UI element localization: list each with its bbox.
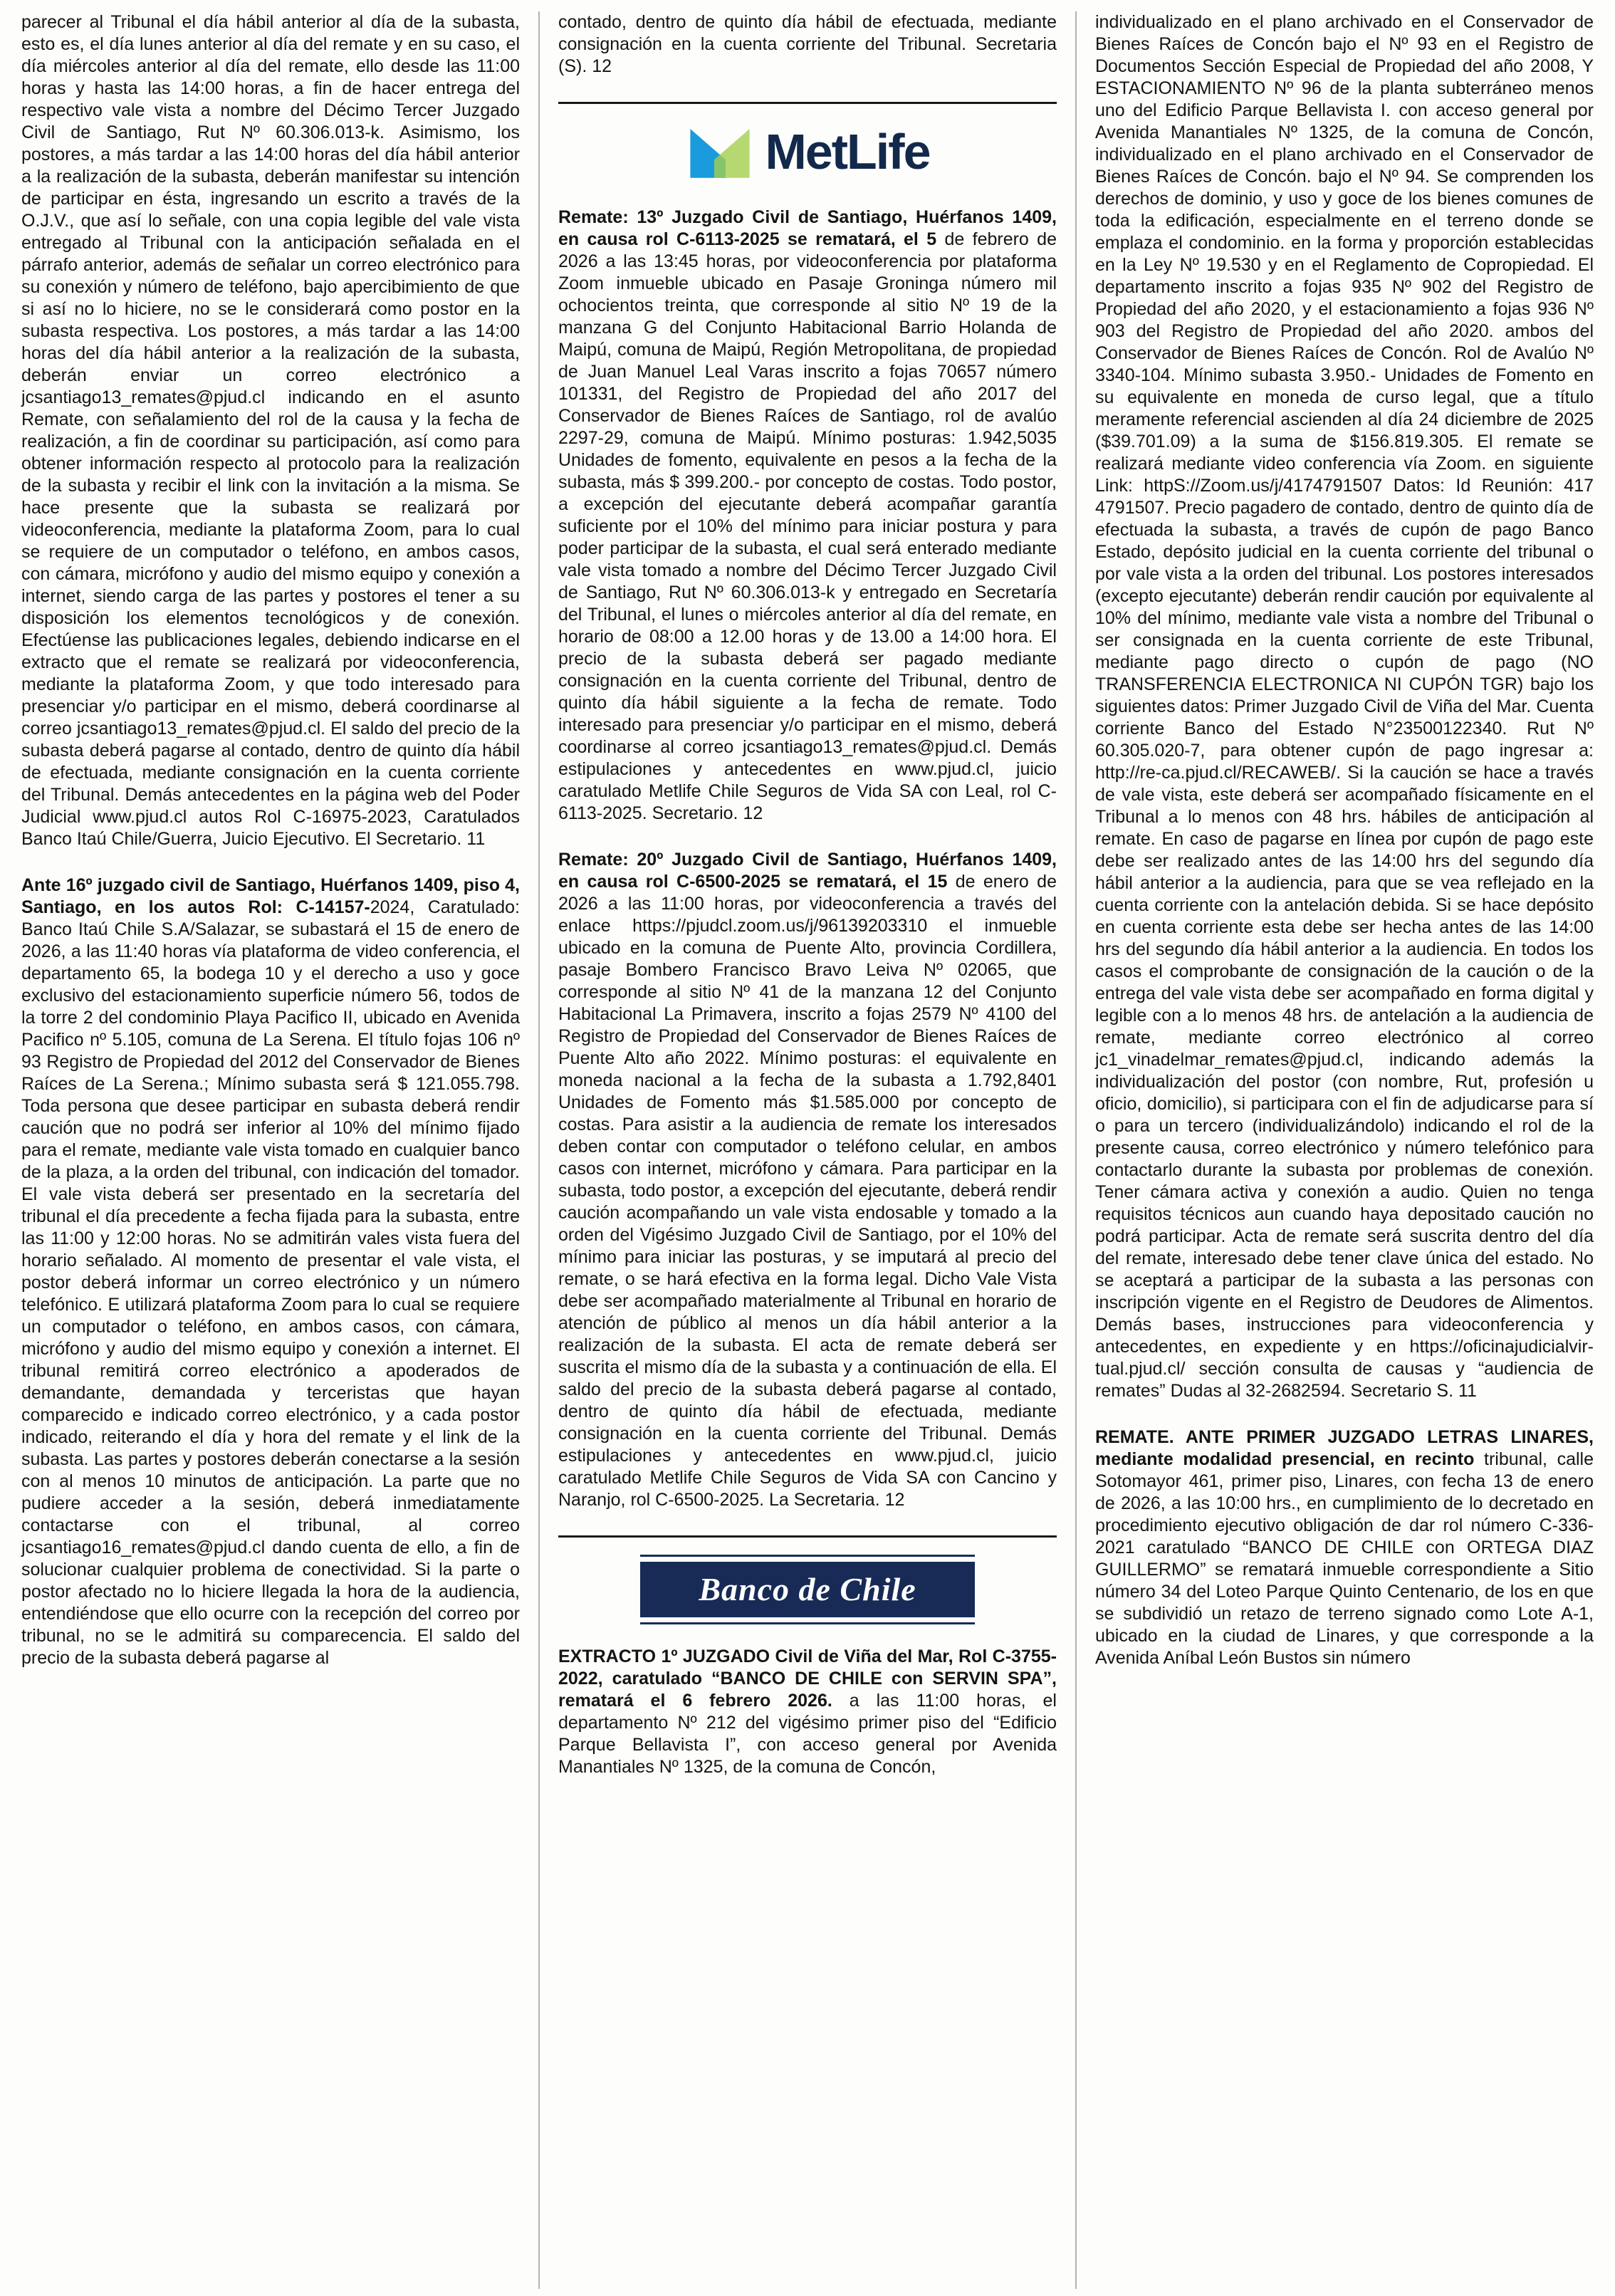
metlife-wordmark: MetLife — [765, 124, 930, 179]
notice-banco-chile-servin-continuation — [1095, 11, 1594, 1402]
notice-itau-guerra-continuation — [21, 11, 520, 850]
section-divider-rule — [558, 1535, 1057, 1538]
column-center — [540, 11, 1075, 2289]
notice-continuation-top — [558, 11, 1057, 78]
notice-metlife-leal — [558, 207, 1057, 825]
notice-body-text: tribunal, calle Sotomayor 461, primer piso, Linares, con fecha 13 de enero de 2026, a las 10:00 hrs., en cumplimiento de lo decretado en procedimiento ejecutivo obligación de dar rol número C-336-2021 caratulado “BANCO DE CHILE con ORTEGA DIAZ GUILLERMO” se rematará inmueble correspondiente a Sitio número 34 del Loteo Parque Quinto Centenario, de los en que se subdividió un retazo de terreno signado como Lote A-1, ubicado en la ciudad de Linares, y que corresponde a la Avenida Aníbal León Bustos sin número — [1095, 1449, 1594, 1668]
notice-lead-text: Ante 16º juzgado civil de Santiago, Huérfanos 1409, piso 4, Santiago, en los autos Rol: C-14157- — [21, 875, 520, 917]
notice-body-text: de enero de 2026 a las 11:00 horas, por videoconferencia a través del enlace https://pjudcl.zoom.us/j/96139203310 el inmueble ubicado en la comuna de Puente Alto, provincia Cordillera, pasaje Bombero Francisco Bravo Leiva Nº 02065, que corresponde al sitio Nº 41 de la manzana 12 del Conjunto Habitacional La Primavera, inscrito a fojas 2579 Nº 4100 del Registro de Propiedad del Conservador de Bienes Raíces de Puente Alto año 2022. Mínimo posturas: el equivalente en moneda nacional a la fecha de la subasta a 1.792,8401 Unidades de Fomento más $1.585.000 por concepto de costas. Para asistir a la audiencia de remate los interesados deben contar con computador o teléfono celular, en ambos casos con internet, micrófono y cámara. Para participar en la subasta, todo postor, a excepción del ejecutante, deberá rendir caución acompañando un vale vista endosable y tomado a la orden del Vigésimo Juzgado Civil de Santiago, por el 10% del mínimo para iniciar las posturas, y se imputará al precio del remate, o se hará efectiva en la forma legal. Dicho Vale Vista debe ser acompañado materialmente al Tribunal en horario de atención de público al menos un día hábil anterior a la realización de la subasta. El acta de remate deberá ser suscrita el mismo día de la subasta y a continuación de ella. El saldo del precio de la subasta deberá pagarse al contado, dentro de quinto día hábil de efectuada, mediante consignación en la cuenta corriente del Tribunal. Demás estipulaciones y antecedentes en www.pjud.cl, juicio caratulado Metlife Chile Seguros de Vida SA con Cancino y Naranjo, rol C-6500-2025. La Secretaria. 12 — [558, 872, 1057, 1510]
notice-lead-text: REMATE. ANTE PRIMER JUZGADO LETRAS LINARES, mediante modalidad presencial, en recinto — [1095, 1427, 1594, 1469]
section-divider-rule — [558, 102, 1057, 104]
column-right — [1077, 11, 1595, 2289]
notice-lead-text: Remate: 20º Juzgado Civil de Santiago, Huérfanos 1409, en causa rol C-6500-2025 se rematará, el 15 — [558, 850, 1057, 892]
notice-body-text: 2024, Caratulado: Banco Itaú Chile S.A/Salazar, se subastará el 15 de enero de 2026, a las 11:40 horas vía plataforma de video conferencia, el departamento 65, la bodega 10 y el derecho a uso y goce exclusivo del estacionamiento superficie número 56, todos de la torre 2 del condominio Playa Pacifico II, ubicado en Avenida Pacifico nº 5.105, comuna de La Serena. El título fojas 106 nº 93 Registro de Propiedad del 2012 del Conservador de Bienes Raíces de La Serena.; Mínimo subasta será $ 121.055.798. Toda persona que desee participar en subasta deberá rendir caución que no podrá ser inferior al 10% del mínimo fijado para el remate, mediante vale vista tomado en cualquier banco de la plaza, a la orden del tribunal, con indicación del tomador. El vale vista deberá ser presentado en la secretaría del tribunal el día precedente a fecha fijada para la subasta, entre las 11:00 y 12:00 horas. No se admitirán vales vista fuera del horario señalado. Al momento de presentar el vale vista, el postor deberá informar un correo electrónico y un número telefónico. E utilizará plataforma Zoom para lo cual se requiere un computador o teléfono, en ambos casos, con cámara, micrófono y audio del mismo equipo y conexión a internet. El tribunal remitirá correo electrónico a apoderados de demandante, demandada y terceristas que hayan comparecido e indicado correo electrónico, y a cada postor indicado, reiterando el día y hora del remate y el link de la subasta. Las partes y postores deberán conectarse a la sesión con al menos 10 minutos de anticipación. La parte que no pudiere acceder a la sesión, deberá inmediatamente contactarse con el tribunal, al correo jcsantiago16_remates@pjud.cl dando cuenta de ello, a fin de solucionar cualquier problema de conectividad. Si la parte o postor afectado no lo hiciere llegada la hora de la audiencia, entendiéndose que ello ocurre con la recepción del correo por tribunal, no se le admitirá su comparecencia. El saldo del precio de la subasta deberá pagarse al — [21, 897, 520, 1668]
column-left — [20, 11, 538, 2289]
metlife-logo — [558, 121, 1057, 182]
notice-body-text: de febrero de 2026 a las 13:45 horas, por videoconferencia por plataforma Zoom inmueble ubicado en Pasaje Groninga número mil ochocientos treinta, que corresponde al sitio Nº 19 de la manzana G del Conjunto Habitacional Barrio Holanda de Maipú, comuna de Maipú, Región Metropolitana, de propiedad de Juan Manuel Leal Varas inscrito a fojas 70657 número 101331, del Registro de Propiedad del año 2017 del Conservador de Bienes Raíces de Santiago, rol de avalúo 2297-29, comuna de Maipú. Mínimo posturas: 1.942,5035 Unidades de fomento, equivalente en pesos a la fecha de la subasta, más $ 399.200.- por concepto de costas. Todo postor, a excepción del ejecutante deberá acompañar garantía suficiente por el 10% del mínimo para iniciar postura y para poder participar de la subasta, el cual será enterado mediante vale vista tomado a nombre del Décimo Tercer Juzgado Civil de Santiago, Rut Nº 60.306.013-k y entregado en Secretaría del Tribunal, el lunes o miércoles anterior al día del remate, en horario de 08:00 a 12.00 horas y de 13.00 a 14:00 hora. El precio de la subasta deberá ser pagado mediante consignación en la cuenta corriente del Tribunal, dentro de quinto día hábil siguiente a la fecha de remate. Todo interesado para presenciar y/o participar en el mismo, deberá coordinarse al correo jcsantiago13_remates@pjud.cl. Demás estipulaciones y antecedentes en www.pjud.cl, juicio caratulado Metlife Chile Seguros de Vida SA con Leal, rol C-6113-2025. Secretario. 12 — [558, 229, 1057, 823]
notice-banco-chile-servin — [558, 1646, 1057, 1778]
notice-body-text: individualizado en el plano archivado en el Conservador de Bienes Raíces de Concón bajo el Nº 93 en el Registro de Documentos Sección Especial de Propiedad del año 2008, Y ESTACIONAMIENTO Nº 96 de la planta subterráneo menos uno del Edificio Parque Bellavista I. con acceso general por Avenida Manantiales Nº 1325, de la comuna de Concón, individualizado en el plano archivado en el Conservador de Bienes Raíces de Concón. bajo el Nº 94. Se comprenden los derechos de dominio, y uso y goce de los bienes comunes de toda la edificación, especialmente en el terreno donde se emplaza el condominio. en la forma y proporción establecidas en la Ley Nº 19.530 y en el Reglamento de Copropiedad. El departamento inscrito a fojas 935 Nº 902 del Registro de Propiedad del año 2020, y el estacionamiento a fojas 936 Nº 903 del Registro de Propiedad del año 2020. ambos del Conservador de Bienes Raíces de Concón. Rol de Avalúo Nº 3340-104. Mínimo subasta 3.950.- Unidades de Fomento en su equivalente en moneda de curso legal, que a título meramente referencial ascienden al día 24 diciembre de 2025 ($39.701.09) a la suma de $156.819.305. El remate se realizará mediante video conferencia vía Zoom. en siguiente Link: httpS://Zoom.us/j/4174791507 Datos: Id Reunión: 417 4791507. Precio pagadero de contado, dentro de quinto día de efectuada la subasta, a través de cupón de pago Banco Estado, depósito judicial en la cuenta corriente del tribunal o por vale vista a la orden del tribunal. Los postores interesados (excepto ejecutante) deberán rendir caución por equivalente al 10% del mínimo, mediante vale vista a nombre del Tribunal o ser consignada en la cuenta corriente de este Tribunal, mediante pago directo o cupón de pago (NO TRANSFERENCIA ELECTRONICA NI CUPÓN TGR) bajo los siguientes datos: Primer Juzgado Civil de Viña del Mar. Cuenta corriente Banco del Estado N°23500122340. Rut Nº 60.305.020-7, para obtener cupón de pago ingresar a: http://re-ca.pjud.cl/RECAWEB/. Si la caución se hace a través de vale vista, este deberá ser acompañado físicamente en el Tribunal a lo menos con 48 hrs. hábiles de anticipación al remate. En caso de pagarse en línea por cupón de pago este debe ser realizado antes de las 14:00 hrs del segundo día hábil anterior a la audiencia, para que se vea reflejado en la cuenta corriente con la antelación debida. Si se hace depósito en cuenta corriente esta debe ser hecha antes de las 14:00 hrs del segundo día hábil anterior a la audiencia. En todos los casos el comprobante de consignación de la caución o de la entrega del vale vista debe ser acompañado en forma digital y legible con a lo menos 48 hrs. de antelación a la audiencia de remate, mediante correo electrónico al correo jc1_vinadelmar_remates@pjud.cl, indicando además la individualización del postor (con nombre, Rut, profesión u oficio, domicilio), si participara con el fin de adjudicarse para sí o para un tercero (individualizándolo) indicando el rol de la presente causa, correo electrónico y número telefónico para contactarlo durante la subasta por problemas de conexión. Tener cámara activa y conexión a audio. Quien no tenga requisitos técnicos aun cuando haya depositado caución no podrá participar. Acta de remate será suscrita dentro del día del remate, interesado debe tener clave única del estado. No se aceptará a participar de la subasta a las personas con inscripción vigente en el Registro de Deudores de Alimentos. Demás bases, instrucciones para videoconferencia y antecedentes, en expediente y en https://oficinajudicialvir-tual.pjud.cl/ sección consulta de causas y “audiencia de remates” Dudas al 32-2682594. Secretario S. 11 — [1095, 12, 1594, 1401]
notice-body-text: contado, dentro de quinto día hábil de efectuada, mediante consignación en la cuenta corriente del Tribunal. Secretaria (S). 12 — [558, 12, 1057, 76]
metlife-m-mark-icon — [686, 121, 754, 182]
notice-metlife-cancino — [558, 849, 1057, 1511]
notice-lead-text: EXTRACTO 1º JUZGADO Civil de Viña del Mar, Rol C-3755-2022, caratulado “BANCO DE CHILE con SERVIN SPA”, rematará el 6 febrero 2026. — [558, 1647, 1057, 1711]
notice-banco-chile-ortega — [1095, 1426, 1594, 1669]
banco-de-chile-logo-box — [640, 1562, 975, 1617]
notice-body-text: a las 11:00 horas, el departamento Nº 212 del vigésimo primer piso del “Edificio Parque Bellavista I”, con acceso general por Avenida Manantiales Nº 1325, de la comuna de Concón, — [558, 1691, 1057, 1777]
notice-itau-salazar — [21, 875, 520, 1669]
notice-body-text: parecer al Tribunal el día hábil anterior al día de la subasta, esto es, el día lunes anterior al día del remate y en su caso, el día miércoles anterior al día del remate, ello desde las 11:00 horas y hasta las 14:00 horas, a fin de hacer entrega del respectivo vale vista a nombre del Décimo Tercer Juzgado Civil de Santiago, Rut Nº 60.306.013-k. Asimismo, los postores, a más tardar a las 14:00 horas del día hábil anterior a la realización de la subasta, deberán manifestar su intención de participar en ésta, ingresando un escrito a través de la O.J.V., que así lo señale, con una copia legible del vale vista entregado al Tribunal con la anticipación señalada en el párrafo anterior, además de señalar un correo electrónico para su conexión y número de teléfono, bajo apercibimiento de que si así no lo hiciere, no se le considerará como postor en la subasta respectiva. Los postores, a más tardar a las 14:00 horas del día hábil anterior a la realización de la subasta, deberán enviar un correo electrónico a jcsantiago13_remates@pjud.cl indicando en el asunto Remate, con señalamiento del rol de la causa y la fecha de realización, a fin de coordinar su participación, así como para obtener información respecto al protocolo para la realización de la subasta y recibir el link con la invitación a la misma. Se hace presente que la subasta se realizará por videoconferencia, mediante la plataforma Zoom, para lo cual se requiere de un computador o teléfono, en ambos casos, con cámara, micrófono y audio del mismo equipo y conexión a internet, siendo carga de las partes y postores el tener a su disposición los elementos tecnológicos y de conexión. Efectúense las publicaciones legales, debiendo indicarse en el extracto que el remate se realizará por videoconferencia, mediante la plataforma Zoom, y que todo interesado para presenciar y/o participar en el mismo, deberá coordinarse al correo jcsantiago13_remates@pjud.cl. El saldo del precio de la subasta deberá pagarse al contado, dentro de quinto día hábil de efectuada, mediante consignación en la cuenta corriente del Tribunal. Demás antecedentes en la página web del Poder Judicial www.pjud.cl autos Rol C-16975-2023, Caratulados Banco Itaú Chile/Guerra, Juicio Ejecutivo. El Secretario. 11 — [21, 12, 520, 849]
banco-de-chile-logo — [640, 1555, 975, 1624]
notice-lead-text: Remate: 13º Juzgado Civil de Santiago, Huérfanos 1409, en causa rol C-6113-2025 se rematará, el 5 — [558, 207, 1057, 249]
banco-de-chile-wordmark: Banco de Chile — [699, 1571, 916, 1607]
